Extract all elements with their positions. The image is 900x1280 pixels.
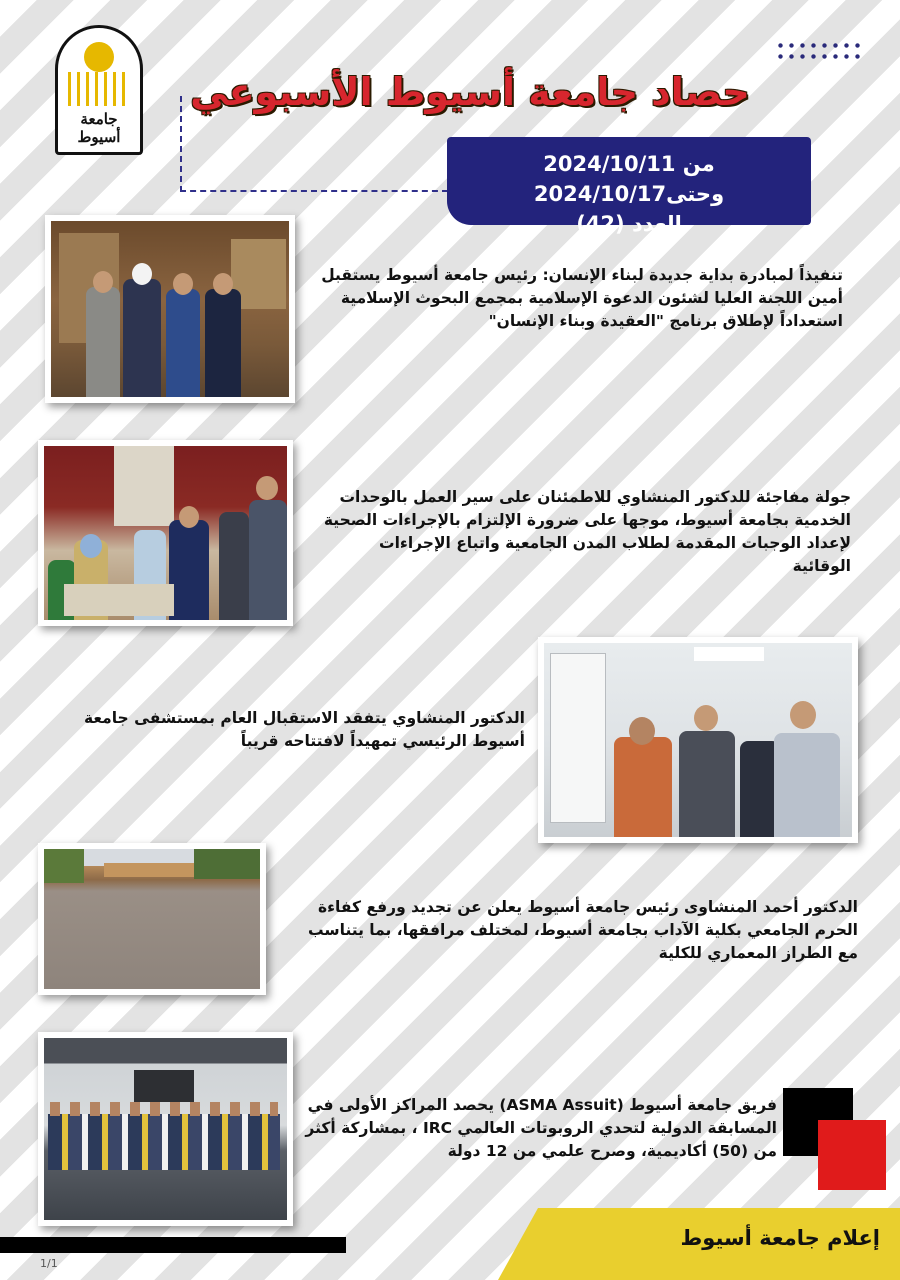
news-text-4: الدكتور أحمد المنشاوى رئيس جامعة أسيوط يعلن عن تجديد ورفع كفاءة الحرم الجامعي بكلية الآداب بجامعة أسيوط، لمختلف مرافقها، بما يتناسب مع الطراز المعماري للكلية [307,898,858,962]
footer-bar [0,1237,346,1253]
news-text-2: جولة مفاجئة للدكتور المنشاوي للاطمئنان على سير العمل بالوحدات الخدمية بجامعة أسيوط، موجها على ضرورة الإلتزام بالإجراءات الصحية لإعداد الوجبات المقدمة لطلاب المدن الجامعية واتباع الإجراءات الوقائية [323,488,851,575]
page-number: 1/1 [40,1257,58,1270]
dashed-line-decoration [180,96,190,192]
date-box [447,137,811,236]
issue-number: العدد (42) [576,212,682,236]
news-text-5: فريق جامعة أسيوط (ASMA Assuit) يحصد المراكز الأولى في المسابقة الدولية لتحدي الروبوتات العالمي IRC ، بمشاركة أكثر من (50) أكاديمية، وصرح علمي من 12 دولة [305,1096,777,1160]
sun-icon [84,42,114,72]
news-photo-4 [38,843,266,995]
news-photo-5 [38,1032,293,1226]
dot-grid-decoration [775,40,865,62]
university-logo [55,25,143,155]
page-title: حصاد جامعة أسيوط الأسبوعي [190,70,750,114]
news-text-3: الدكتور المنشاوي يتفقد الاستقبال العام بمستشفى جامعة أسيوط الرئيسي تمهيداً لافتتاحه قريباً [83,709,525,750]
date-range: من 2024/10/11 وحتى2024/10/17 [533,152,725,206]
red-square-decoration [818,1120,886,1190]
news-photo-1 [45,215,295,403]
news-photo-3 [538,637,858,843]
logo-text: جامعة أسيوط [77,110,121,146]
dashed-line-decoration [180,190,448,192]
news-photo-2 [38,440,293,626]
news-text-1: تنفيذاً لمبادرة بداية جديدة لبناء الإنسان: رئيس جامعة أسيوط يستقبل أمين اللجنة العليا لشئون الدعوة الإسلامية بمجمع البحوث الإسلامية استعداداً لإطلاق برنامج "العقيدة وبناء الإنسان" [321,266,843,330]
footer-label: إعلام جامعة أسيوط [680,1226,880,1250]
rays-decoration [68,72,130,106]
